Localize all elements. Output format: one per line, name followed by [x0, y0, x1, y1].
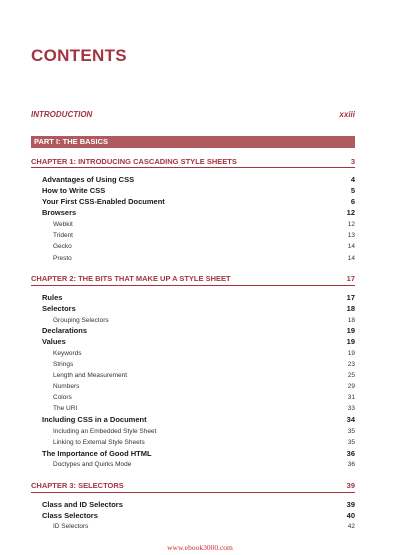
entry-label: Including CSS in a Document — [42, 415, 147, 424]
toc-entry[interactable] — [42, 510, 355, 521]
chapter-page: 17 — [346, 273, 355, 283]
toc-subentry[interactable] — [53, 253, 355, 264]
toc-entry[interactable] — [42, 336, 355, 347]
entry-label: The URI — [53, 405, 78, 412]
entry-label: Gecko — [53, 243, 72, 250]
entry-page: 18 — [347, 317, 355, 324]
entry-label: Numbers — [53, 383, 80, 390]
entry-label: Class Selectors — [42, 511, 98, 520]
entry-page: 5 — [350, 186, 355, 195]
entry-label: The Importance of Good HTML — [42, 449, 152, 458]
toc-entry[interactable] — [42, 196, 355, 207]
toc-subentry[interactable] — [53, 359, 355, 370]
entry-label: How to Write CSS — [42, 186, 106, 195]
entry-page: 6 — [350, 197, 355, 206]
entry-page: 19 — [346, 337, 355, 346]
toc-subentry[interactable] — [53, 348, 355, 359]
chapter-rule — [31, 167, 355, 168]
entry-label: Rules — [42, 293, 63, 302]
entry-page: 31 — [347, 394, 355, 401]
page-title: CONTENTS — [31, 46, 127, 65]
introduction-label: INTRODUCTION — [31, 109, 93, 119]
toc-subentry[interactable] — [53, 426, 355, 437]
entry-label: Grouping Selectors — [53, 317, 109, 324]
entry-label: Keywords — [53, 350, 82, 357]
chapter-page: 39 — [346, 480, 355, 490]
toc-entry[interactable] — [42, 174, 355, 185]
entry-page: 35 — [347, 428, 355, 435]
entry-page: 19 — [347, 350, 355, 357]
toc-subentry[interactable] — [53, 437, 355, 448]
toc-entry[interactable] — [42, 448, 355, 459]
entry-page: 33 — [347, 405, 355, 412]
entry-label: Advantages of Using CSS — [42, 175, 135, 184]
entry-page: 25 — [347, 372, 355, 379]
entry-label: Browsers — [42, 208, 77, 217]
entry-page: 18 — [346, 304, 355, 313]
entry-label: Length and Measurement — [53, 372, 128, 379]
chapter-page: 3 — [350, 156, 355, 166]
entry-page: 13 — [347, 232, 355, 239]
entry-label: ID Selectors — [53, 523, 89, 530]
entry-page: 17 — [346, 293, 355, 302]
entry-label: Colors — [53, 394, 72, 401]
chapter-heading[interactable] — [31, 272, 355, 284]
toc-entry[interactable] — [42, 185, 355, 196]
entry-page: 35 — [347, 439, 355, 446]
entry-page: 34 — [346, 415, 355, 424]
entry-page: 14 — [347, 255, 355, 262]
entry-label: Strings — [53, 361, 74, 368]
entry-page: 42 — [347, 523, 355, 530]
toc-entry[interactable] — [42, 292, 355, 303]
toc-subentry[interactable] — [53, 381, 355, 392]
toc-entry[interactable] — [42, 499, 355, 510]
entry-label: Your First CSS-Enabled Document — [42, 197, 165, 206]
chapter-heading[interactable] — [31, 479, 355, 491]
entry-page: 36 — [346, 449, 355, 458]
entry-label: Including an Embedded Style Sheet — [53, 428, 157, 435]
toc-introduction[interactable] — [31, 108, 355, 120]
entry-label: Linking to External Style Sheets — [53, 439, 145, 446]
introduction-page: xxiii — [339, 109, 355, 119]
toc-subentry[interactable] — [53, 370, 355, 381]
chapter-title: CHAPTER 3: SELECTORS — [31, 480, 124, 490]
toc-subentry[interactable] — [53, 230, 355, 241]
entry-page: 12 — [346, 208, 355, 217]
toc-entry[interactable] — [42, 325, 355, 336]
part-heading: PART I: THE BASICS — [31, 136, 355, 148]
entry-label: Class and ID Selectors — [42, 500, 123, 509]
entry-page: 12 — [347, 221, 355, 228]
toc-entry[interactable] — [42, 303, 355, 314]
entry-label: Trident — [53, 232, 73, 239]
toc-subentry[interactable] — [53, 459, 355, 470]
entry-page: 23 — [347, 361, 355, 368]
chapter-title: CHAPTER 2: THE BITS THAT MAKE UP A STYLE SHEET — [31, 273, 231, 283]
toc-subentry[interactable] — [53, 521, 355, 532]
chapter-rule — [31, 285, 355, 286]
toc-subentry[interactable] — [53, 241, 355, 252]
entry-label: Selectors — [42, 304, 76, 313]
watermark: www.ebook3000.com — [167, 543, 233, 552]
entry-label: Doctypes and Quirks Mode — [53, 461, 132, 468]
toc-subentry[interactable] — [53, 392, 355, 403]
entry-label: Presto — [53, 255, 72, 262]
chapter-heading[interactable] — [31, 155, 355, 167]
chapter-rule — [31, 492, 355, 493]
entry-page: 40 — [346, 511, 355, 520]
toc-entry[interactable] — [42, 207, 355, 218]
toc-entry[interactable] — [42, 414, 355, 425]
toc-subentry[interactable] — [53, 219, 355, 230]
entry-page: 39 — [346, 500, 355, 509]
entry-page: 29 — [347, 383, 355, 390]
entry-label: Values — [42, 337, 66, 346]
entry-page: 14 — [347, 243, 355, 250]
entry-page: 4 — [350, 175, 355, 184]
chapter-title: CHAPTER 1: INTRODUCING CASCADING STYLE SHEETS — [31, 156, 237, 166]
entry-label: Webkit — [53, 221, 73, 228]
entry-page: 19 — [346, 326, 355, 335]
entry-label: Declarations — [42, 326, 88, 335]
toc-subentry[interactable] — [53, 403, 355, 414]
entry-page: 36 — [347, 461, 355, 468]
